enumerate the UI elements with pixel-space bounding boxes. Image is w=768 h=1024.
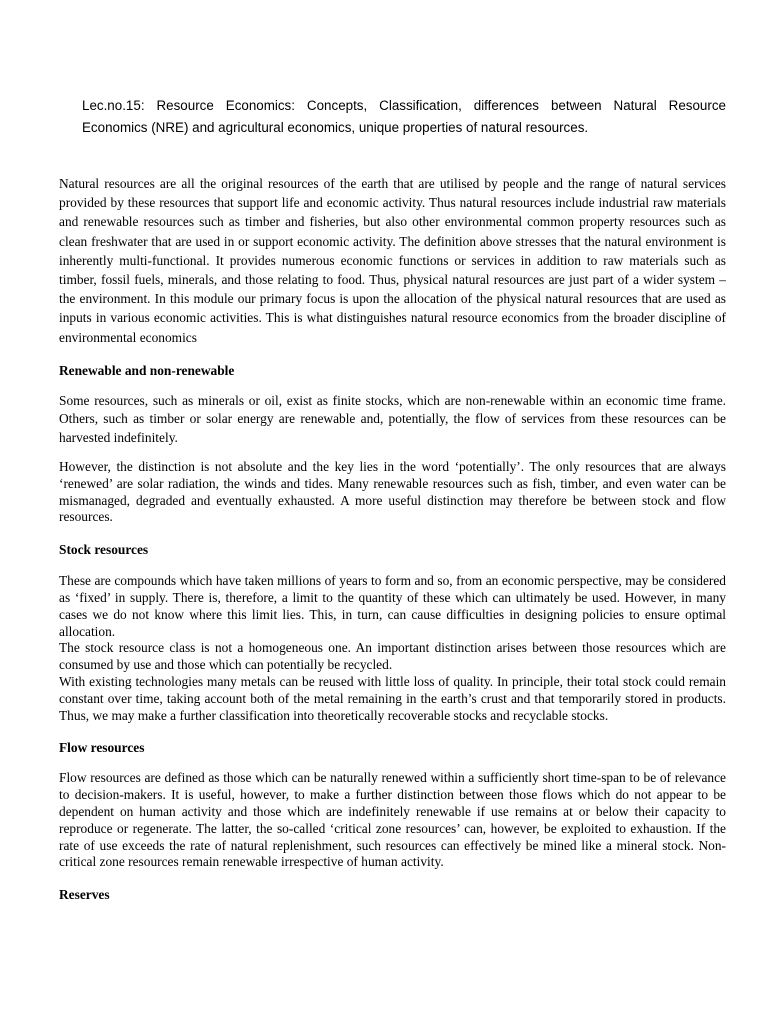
heading-stock: Stock resources	[59, 542, 149, 558]
flow-paragraph-1: Flow resources are defined as those which can be naturally renewed within a sufficiently short time-span to be of relevance to decision-makers. It is useful, however, to make a further distinction between those flows which do not appear to be dependent on human activity and those which are indefinitely renewable if use remains at or below their capacity to reproduce or regenerate. The latter, the so-called ‘critical zone resources’ can, however, be exploited to exhaustion. If the rate of use exceeds the rate of natural replenishment, such resources can effectively be mined like a mineral stock. Non-critical zone resources remain renewable irrespective of human activity.	[59, 770, 726, 870]
lecture-title: Lec.no.15: Resource Economics: Concepts, Classification, differences between Natural Resource Economics (NRE) and agricultural economics, unique properties of natural resources.	[82, 98, 726, 135]
document-body	[59, 174, 726, 904]
renewable-paragraph-2: However, the distinction is not absolute and the key lies in the word ‘potentially’. The only resources that are always ‘renewed’ are solar radiation, the winds and tides. Many renewable resources such as fish, timber, and even water can be mismanaged, degraded and eventually exhausted. A more useful distinction may therefore be between stock and flow resources.	[59, 459, 726, 525]
stock-paragraph-3: With existing technologies many metals can be reused with little loss of quality. In principle, their total stock could remain constant over time, taking account both of the metal remaining in the earth’s crust and that temporarily stored in products. Thus, we may make a further classification into theoretically recoverable stocks and recyclable stocks.	[59, 674, 726, 723]
intro-paragraph: Natural resources are all the original resources of the earth that are utilised by people and the range of natural services provided by these resources that support life and economic activity. Thus natural resources include industrial raw materials and renewable resources such as timber and fisheries, but also other environmental common property resources such as clean freshwater that are used in or support economic activity. The definition above stresses that the natural environment is inherently multi-functional. It provides numerous economic functions or services in addition to raw materials such as timber, fossil fuels, minerals, and those relating to food. Thus, physical natural resources are just part of a wider system – the environment. In this module our primary focus is upon the allocation of the physical natural resources that are used as inputs in various economic activities. This is what distinguishes natural resource economics from the broader discipline of environmental economics	[59, 176, 726, 345]
stock-paragraph-2: The stock resource class is not a homogeneous one. An important distinction arises between those resources which are consumed by use and those which can potentially be recycled.	[59, 640, 726, 673]
heading-flow: Flow resources	[59, 740, 145, 756]
renewable-paragraph-1: Some resources, such as minerals or oil, exist as finite stocks, which are non-renewable within an economic time frame. Others, such as timber or solar energy are renewable and, potentially, the flow of services from these resources can be harvested indefinitely.	[59, 392, 726, 445]
heading-reserves: Reserves	[59, 887, 110, 903]
stock-paragraph-1: These are compounds which have taken millions of years to form and so, from an economic perspective, may be considered as ‘fixed’ in supply. There is, therefore, a limit to the quantity of these which can ultimately be used. However, in many cases we do not know where this limit lies. This, in turn, can cause difficulties in designing policies to ensure optimal allocation.	[59, 573, 726, 639]
heading-renewable: Renewable and non-renewable	[59, 362, 235, 378]
